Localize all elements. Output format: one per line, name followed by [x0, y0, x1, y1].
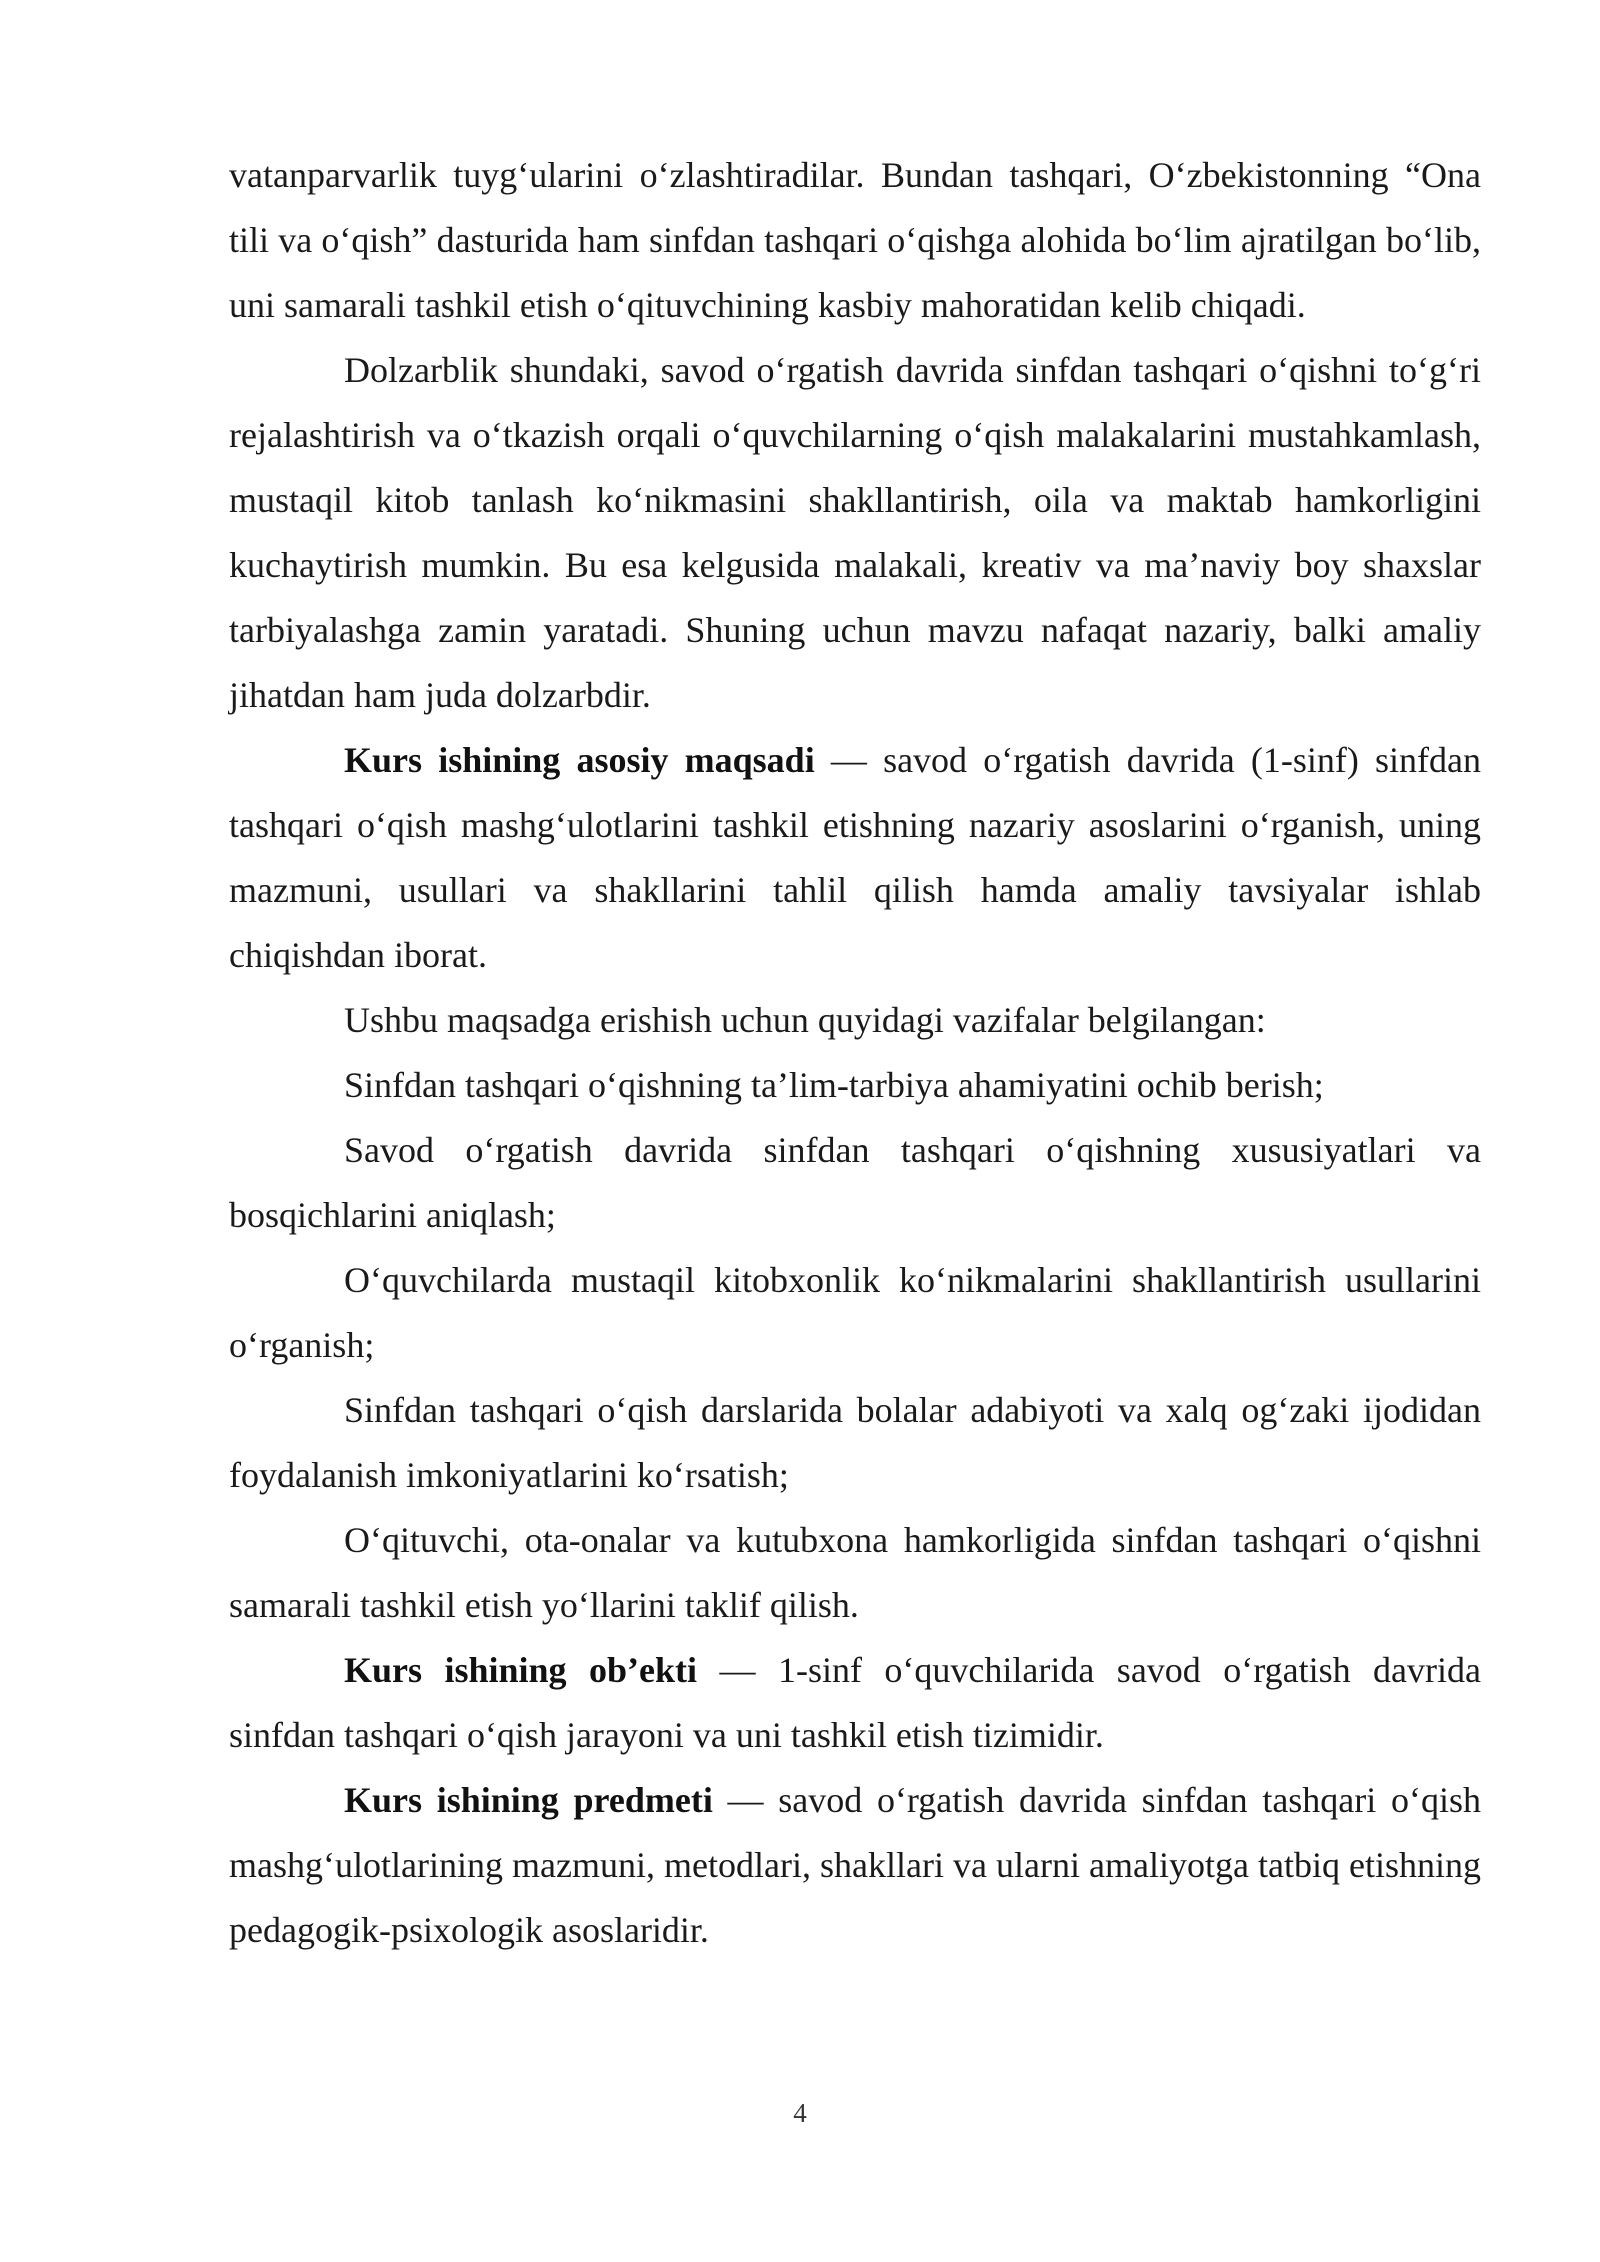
paragraph-continuation: [229, 143, 1481, 338]
bold-heading: Kurs ishining predmeti: [344, 1780, 713, 1820]
bold-heading: Kurs ishining ob’ekti: [344, 1650, 698, 1690]
paragraph-text: Savod o‘rgatish davrida sinfdan tashqari o‘qishning xususiyatlari va bosqichlarini aniqlash;: [229, 1130, 1481, 1235]
paragraph-text: O‘qituvchi, ota-onalar va kutubxona hamkorligida sinfdan tashqari o‘qishni samarali tashkil etish yo‘llarini taklif qilish.: [229, 1520, 1481, 1625]
paragraph-text: — savod o‘rgatish davrida sinfdan tashqari o‘qish mashg‘ulotlarining mazmuni, metodlari, shakllari va ularni amaliyotga tatbiq etishning pedagogik-psixologik asoslaridir.: [229, 1780, 1481, 1950]
task-item: [229, 1118, 1481, 1248]
paragraph-text: Sinfdan tashqari o‘qish darslarida bolalar adabiyoti va xalq og‘zaki ijodidan foydalanish imkoniyatlarini ko‘rsatish;: [229, 1390, 1481, 1495]
paragraph-tasks-intro: [229, 988, 1481, 1053]
bold-heading: Kurs ishining asosiy maqsadi: [344, 740, 815, 780]
paragraph-relevance: [229, 338, 1481, 728]
paragraph-goal: [229, 728, 1481, 988]
paragraph-text: vatanparvarlik tuyg‘ularini o‘zlashtiradilar. Bundan tashqari, O‘zbekistonning “Ona tili va o‘qish” dasturida ham sinfdan tashqari o‘qishga alohida bo‘lim ajratilgan bo‘lib, uni samarali tashkil etish o‘qituvchining kasbiy mahoratidan kelib chiqadi.: [229, 155, 1481, 325]
paragraph-text: O‘quvchilarda mustaqil kitobxonlik ko‘nikmalarini shakllantirish usullarini o‘rganish;: [229, 1260, 1481, 1365]
document-body: [229, 143, 1481, 1963]
paragraph-text: Dolzarblik shundaki, savod o‘rgatish davrida sinfdan tashqari o‘qishni to‘g‘ri rejalashtirish va o‘tkazish orqali o‘quvchilarning o‘qish malakalarini mustahkamlash, mustaqil kitob tanlash ko‘nikmasini shakllantirish, oila va maktab hamkorligini kuchaytirish mumkin. Bu esa kelgusida malakali, kreativ va ma’naviy boy shaxslar tarbiyalashga zamin yaratadi. Shuning uchun mavzu nafaqat nazariy, balki amaliy jihatdan ham juda dolzarbdir.: [229, 350, 1481, 715]
paragraph-text: Sinfdan tashqari o‘qishning ta’lim-tarbiya ahamiyatini ochib berish;: [344, 1065, 1324, 1105]
paragraph-text: Ushbu maqsadga erishish uchun quyidagi vazifalar belgilangan:: [344, 1000, 1266, 1040]
paragraph-text: — savod o‘rgatish davrida (1-sinf) sinfdan tashqari o‘qish mashg‘ulotlarini tashkil etishning nazariy asoslarini o‘rganish, uning mazmuni, usullari va shakllarini tahlil qilish hamda amaliy tavsiyalar ishlab chiqishdan iborat.: [229, 740, 1481, 975]
task-item: [229, 1053, 1481, 1118]
page-number: 4: [793, 2098, 807, 2128]
task-item: [229, 1378, 1481, 1508]
paragraph-subject: [229, 1768, 1481, 1963]
paragraph-text: — 1-sinf o‘quvchilarida savod o‘rgatish davrida sinfdan tashqari o‘qish jarayoni va uni tashkil etish tizimidir.: [229, 1650, 1481, 1755]
task-item: [229, 1508, 1481, 1638]
paragraph-object: [229, 1638, 1481, 1768]
task-item: [229, 1248, 1481, 1378]
